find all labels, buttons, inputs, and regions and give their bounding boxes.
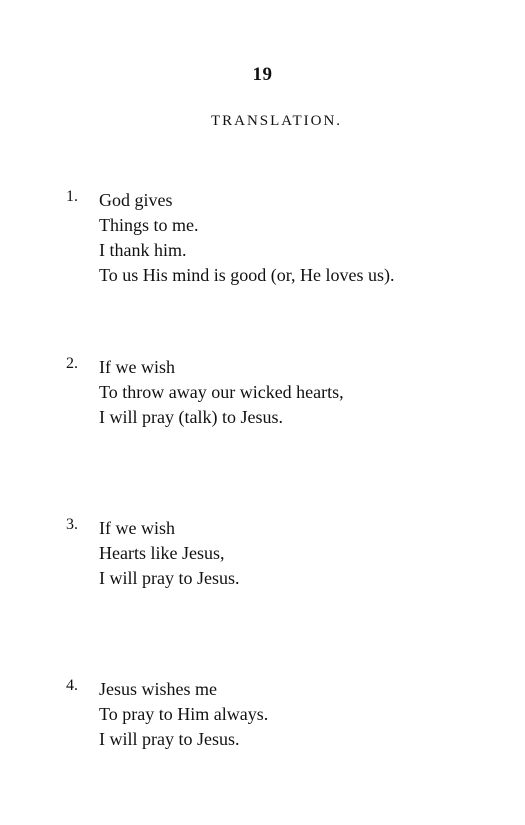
stanza-lines — [99, 355, 344, 430]
stanza-line: Things to me. — [99, 215, 199, 235]
stanza-line: If we wish — [99, 518, 175, 538]
stanza-line: If we wish — [99, 357, 175, 377]
stanza-line: I will pray to Jesus. — [99, 729, 240, 749]
stanza-number: 2. — [66, 355, 78, 372]
stanza-line: To throw away our wicked hearts, — [99, 382, 344, 402]
stanza-line: I thank him. — [99, 240, 187, 260]
stanza-line: I will pray to Jesus. — [99, 568, 240, 588]
stanza-line: God gives — [99, 190, 173, 210]
stanza-lines — [99, 188, 395, 288]
page-heading: TRANSLATION. — [210, 113, 343, 129]
stanza-lines — [99, 677, 268, 752]
stanza-number: 4. — [66, 677, 78, 694]
stanza-lines — [99, 516, 239, 591]
page-number: 19 — [252, 64, 273, 85]
stanza-line: Hearts like Jesus, — [99, 543, 225, 563]
stanza-number: 1. — [66, 188, 78, 205]
stanza-line: To us His mind is good (or, He loves us). — [99, 265, 395, 285]
stanza-line: I will pray (talk) to Jesus. — [99, 407, 283, 427]
stanza-line: To pray to Him always. — [99, 704, 269, 724]
stanza-number: 3. — [66, 516, 78, 533]
stanza-line: Jesus wishes me — [99, 679, 217, 699]
